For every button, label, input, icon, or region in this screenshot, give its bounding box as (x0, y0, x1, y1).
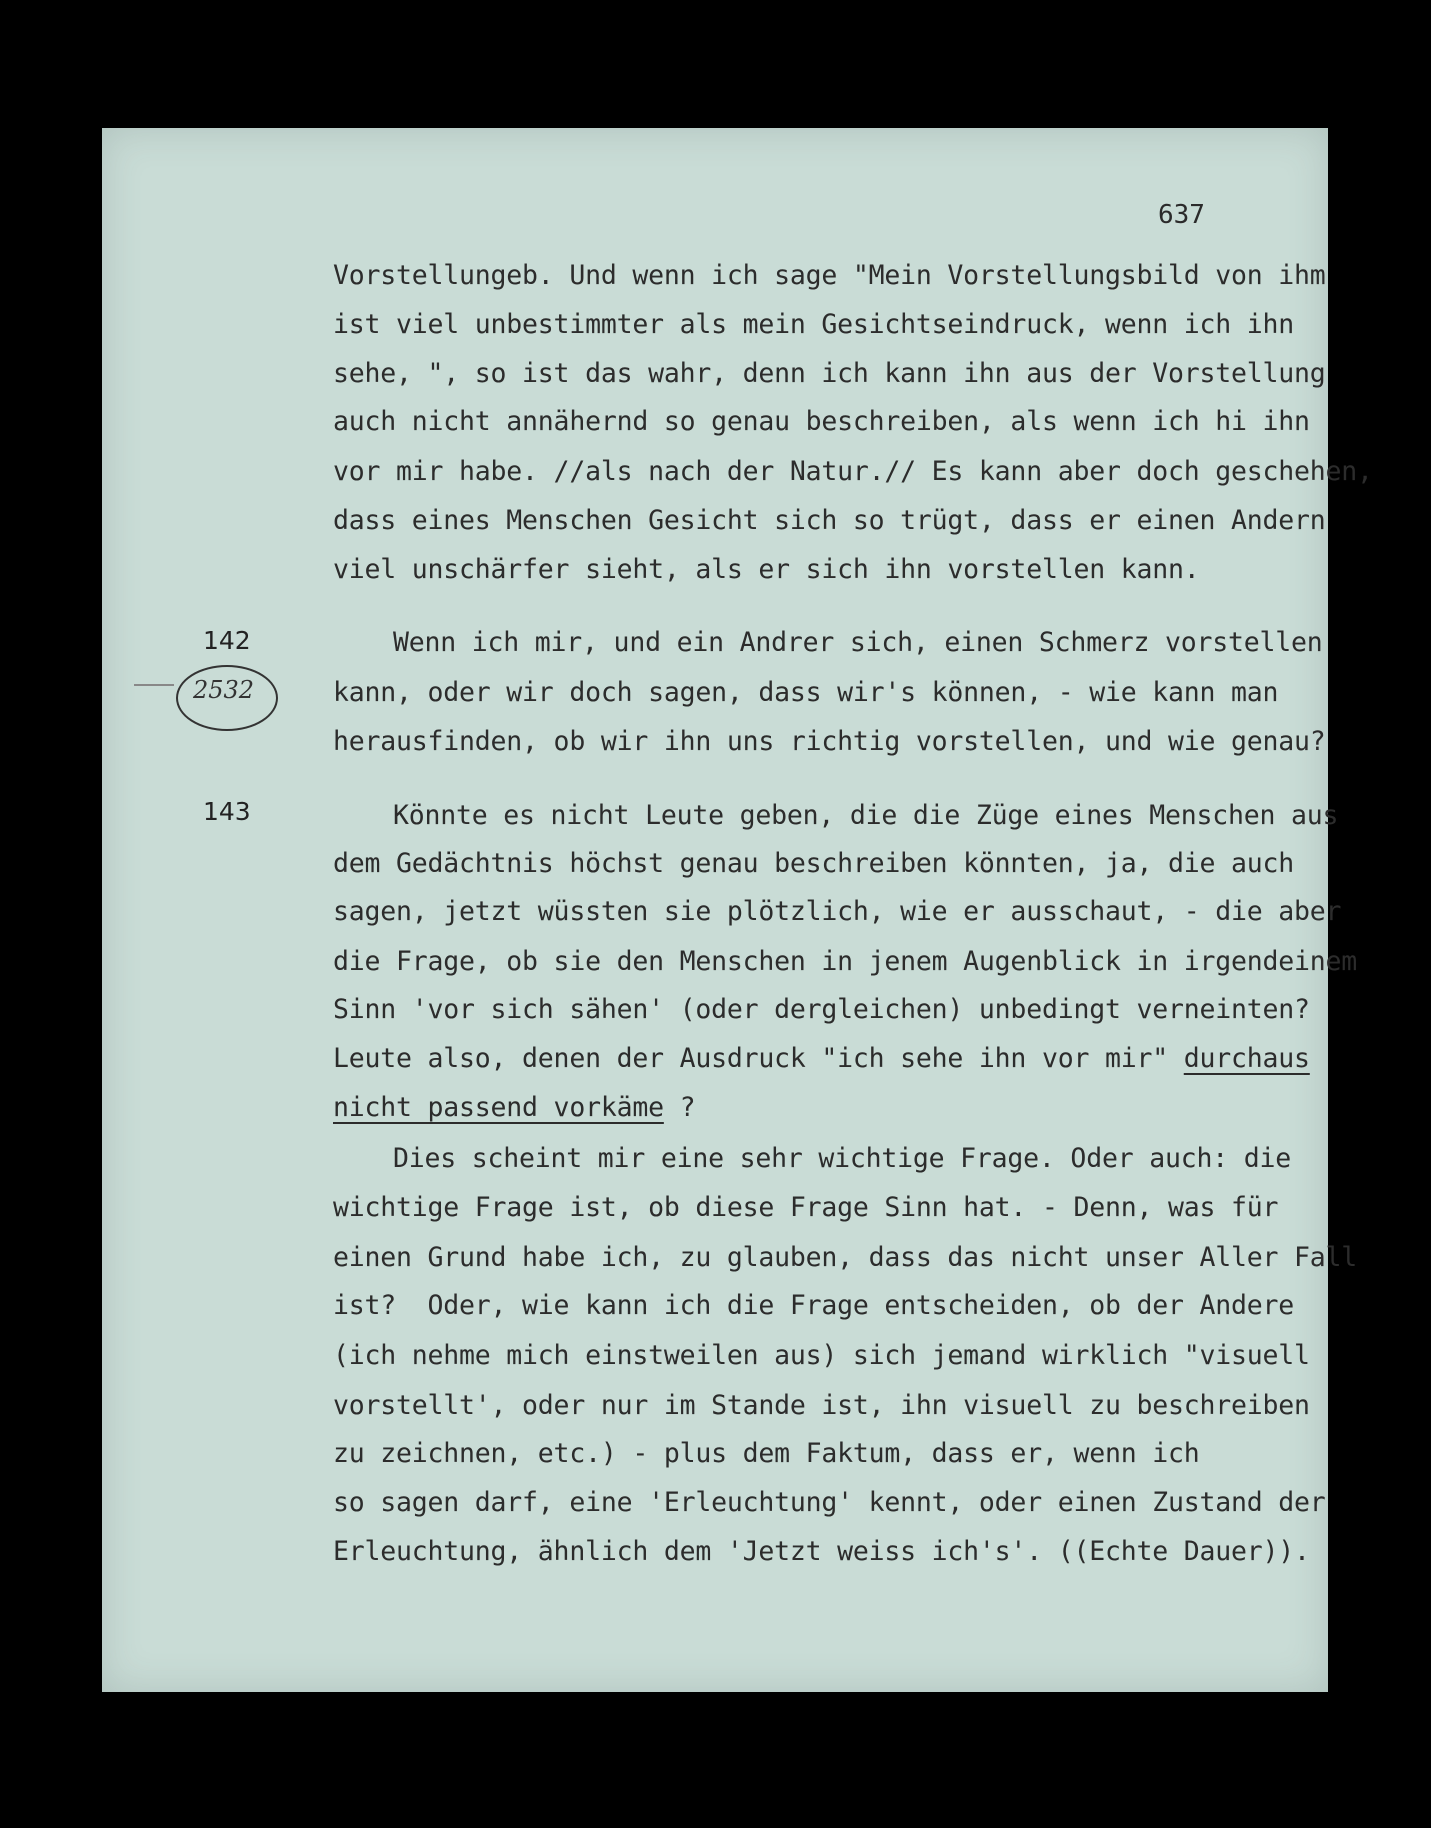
text-line: vorstellt', oder nur im Stande ist, ihn visuell zu beschreiben (333, 1390, 1310, 1421)
text-line: ist? Oder, wie kann ich die Frage entscheiden, ob der Andere (333, 1290, 1295, 1321)
text-line: dass eines Menschen Gesicht sich so trügt, dass er einen Andern (333, 505, 1326, 536)
text-line (333, 1092, 695, 1123)
text-line: wichtige Frage ist, ob diese Frage Sinn hat. - Denn, was für (333, 1192, 1279, 1223)
text-line: Vorstellungeb. Und wenn ich sage "Mein Vorstellungsbild von ihm (333, 260, 1326, 291)
text-line: ist viel unbestimmter als mein Gesichtseindruck, wenn ich ihn (333, 309, 1295, 340)
text-line: Wenn ich mir, und ein Andrer sich, einen Schmerz vorstellen (393, 627, 1323, 658)
text-line: herausfinden, ob wir ihn uns richtig vorstellen, und wie genau? (333, 726, 1326, 757)
text-segment: ? (663, 1092, 696, 1123)
page-number: 637 (1158, 200, 1205, 230)
archive-stamp-number: 2532 (193, 676, 255, 704)
text-line: einen Grund habe ich, zu glauben, dass das nicht unser Aller Fall (333, 1242, 1358, 1273)
text-line: auch nicht annähernd so genau beschreiben, als wenn ich hi ihn (333, 406, 1310, 437)
text-line: kann, oder wir doch sagen, dass wir's können, - wie kann man (333, 677, 1279, 708)
text-line: dem Gedächtnis höchst genau beschreiben könnten, ja, die auch (333, 848, 1295, 879)
text-line: so sagen darf, eine 'Erleuchtung' kennt, oder einen Zustand der (333, 1487, 1326, 1518)
remark-number-143: 143 (203, 797, 251, 826)
text-line: Erleuchtung, ähnlich dem 'Jetzt weiss ich's'. ((Echte Dauer)). (333, 1536, 1310, 1567)
underlined-text: durchaus (1183, 1043, 1310, 1074)
text-segment: Leute also, denen der Ausdruck "ich sehe ihn vor mir" (333, 1043, 1184, 1074)
text-line: die Frage, ob sie den Menschen in jenem Augenblick in irgendeinem (333, 946, 1358, 977)
text-line: zu zeichnen, etc.) - plus dem Faktum, dass er, wenn ich (333, 1438, 1200, 1469)
margin-dash (134, 684, 174, 686)
text-line: (ich nehme mich einstweilen aus) sich jemand wirklich "visuell (333, 1340, 1310, 1371)
text-line: Sinn 'vor sich sähen' (oder dergleichen) unbedingt verneinten? (333, 994, 1310, 1025)
underlined-text: nicht passend vorkäme (333, 1092, 664, 1123)
text-line: viel unschärfer sieht, als er sich ihn vorstellen kann. (333, 554, 1200, 585)
text-line (333, 1043, 1310, 1074)
text-line: sehe, ", so ist das wahr, denn ich kann ihn aus der Vorstellung (333, 358, 1326, 389)
remark-number-142: 142 (203, 626, 251, 655)
text-line: Dies scheint mir eine sehr wichtige Frage. Oder auch: die (393, 1143, 1291, 1174)
text-line: vor mir habe. //als nach der Natur.// Es kann aber doch geschehen, (333, 456, 1373, 487)
text-line: sagen, jetzt wüssten sie plötzlich, wie er ausschaut, - die aber (333, 896, 1342, 927)
text-line: Könnte es nicht Leute geben, die die Züge eines Menschen aus (393, 800, 1339, 831)
